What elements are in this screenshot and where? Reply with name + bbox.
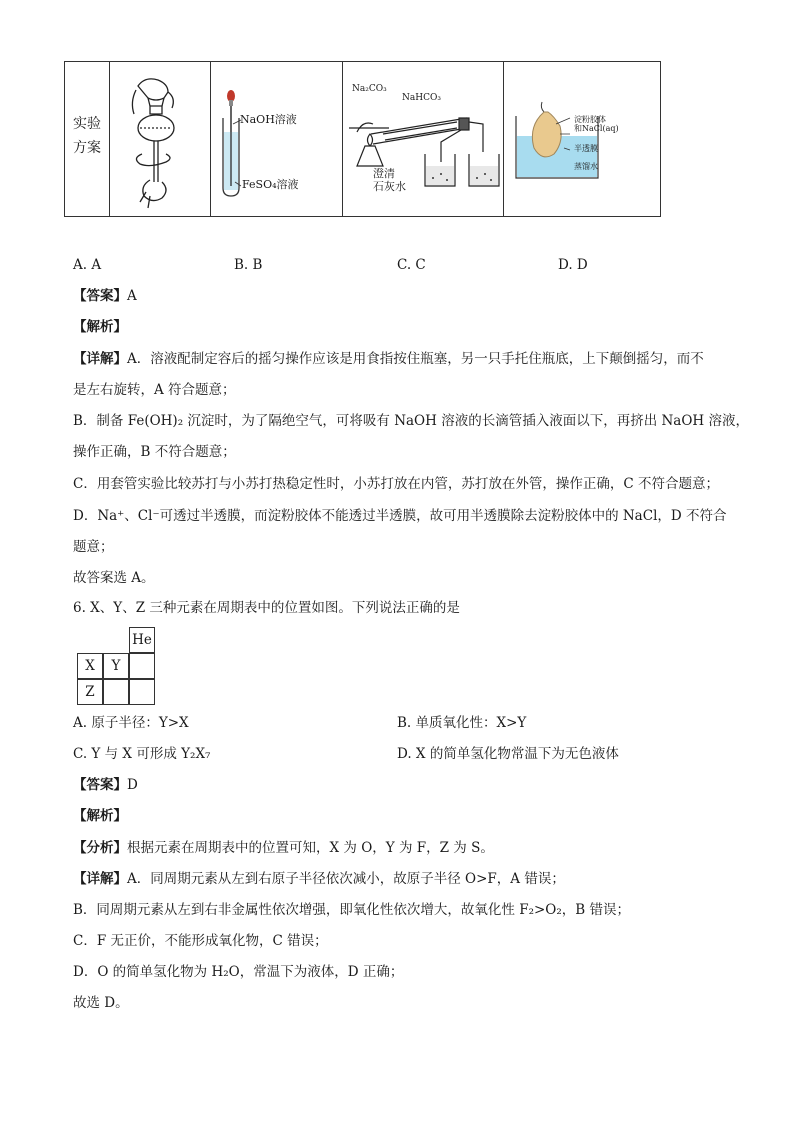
nacl-label: 和NaCl(aq) — [574, 124, 619, 133]
q5-detail-line-6: D．Na⁺、Cl⁻可透过半透膜，而淀粉胶体不能透过半透膜，故可用半透膜除去淀粉胶体中的 NaCl，D 不符合 — [73, 508, 727, 524]
feso4-label: FeSO₄溶液 — [242, 178, 299, 191]
q6-option-d: D. X 的简单氢化物常温下为无色液体 — [397, 746, 619, 762]
figure-d-cell — [504, 62, 660, 216]
option-b: B. B — [234, 257, 263, 273]
q6-conclusion: 故选 D。 — [73, 995, 129, 1011]
q5-conclusion: 故答案选 A。 — [73, 570, 155, 586]
q5-detail-line-7: 题意； — [73, 539, 114, 555]
option-a: A. A — [73, 257, 102, 273]
q5-detail-line-3: B．制备 Fe(OH)₂ 沉淀时，为了隔绝空气，可将吸有 NaOH 溶液的长滴管插入液面以下，再挤出 NaOH 溶液， — [73, 413, 749, 429]
cell-empty-1 — [129, 653, 155, 679]
na2co3-label: Na₂CO₃ — [352, 84, 387, 94]
q6-answer-line: 【答案】D — [73, 777, 138, 793]
q6-fenxi-line: 【分析】根据元素在周期表中的位置可知，X 为 O，Y 为 F，Z 为 S。 — [73, 840, 494, 856]
q5-analysis-tag: 【解析】 — [73, 319, 127, 335]
q5-answer-line — [73, 286, 137, 306]
q5-detail-line-2: 是左右旋转，A 符合题意； — [73, 382, 236, 398]
answer-tag: 【答案】 — [73, 288, 127, 304]
q5-detail-line-4: 操作正确，B 不符合题意； — [73, 444, 236, 460]
membrane-label: 半透膜 — [574, 144, 598, 153]
q6-detail-line-2: B．同周期元素从左到右非金属性依次增强，即氧化性依次增大，故氧化性 F₂>O₂，B 错误； — [73, 902, 630, 918]
answer-value: D — [127, 777, 138, 793]
figure-a-cell — [110, 62, 211, 216]
figure-b-cell — [211, 62, 343, 216]
cell-x: X — [77, 653, 103, 679]
cell-he: He — [129, 627, 155, 653]
limewater-label-2: 石灰水 — [373, 180, 406, 193]
limewater-label-1: 澄清 — [373, 167, 395, 180]
figure-c-cell — [343, 62, 504, 216]
dropper-tube-illustration — [211, 62, 341, 216]
q6-option-a: A. 原子半径：Y>X — [73, 715, 189, 731]
cell-y: Y — [103, 653, 129, 679]
experiment-table — [64, 61, 661, 217]
cell-empty-2 — [103, 679, 129, 705]
dialysis-illustration — [504, 62, 660, 216]
q5-detail-line-1: 【详解】A．溶液配制定容后的摇匀操作应该是用食指按住瓶塞，另一只手托住瓶底，上下颠倒摇匀，而不 — [73, 351, 704, 367]
q6-stem: 6. X、Y、Z 三种元素在周期表中的位置如图。下列说法正确的是 — [73, 600, 460, 616]
flask-shaking-illustration — [110, 62, 210, 216]
q6-detail-line-4: D．O 的简单氢化物为 H₂O，常温下为液体，D 正确； — [73, 964, 404, 980]
row-label: 实验方案 — [73, 116, 101, 156]
q6-option-b: B. 单质氧化性：X>Y — [397, 715, 527, 731]
cell-z: Z — [77, 679, 103, 705]
detail-tag: 【详解】 — [73, 351, 127, 367]
nahco3-label: NaHCO₃ — [402, 93, 441, 103]
q5-detail-line-5: C．用套管实验比较苏打与小苏打热稳定性时，小苏打放在内管，苏打放在外管，操作正确，C 不符合题意； — [73, 476, 719, 492]
q6-detail-line-3: C．F 无正价，不能形成氧化物，C 错误； — [73, 933, 328, 949]
cell-empty-3 — [129, 679, 155, 705]
option-c: C. C — [397, 257, 426, 273]
naoh-label: NaOH溶液 — [240, 113, 297, 126]
option-d: D. D — [558, 257, 588, 273]
water-label: 蒸馏水 — [574, 162, 598, 171]
colloid-label: 淀粉胶体 — [574, 115, 606, 124]
q6-analysis-tag: 【解析】 — [73, 808, 127, 824]
q6-detail-line-1: 【详解】A．同周期元素从左到右原子半径依次减小，故原子半径 O>F，A 错误； — [73, 871, 565, 887]
q6-option-c: C. Y 与 X 可形成 Y₂X₇ — [73, 746, 211, 762]
row-label-cell — [65, 62, 110, 216]
answer-value: A — [127, 288, 137, 304]
